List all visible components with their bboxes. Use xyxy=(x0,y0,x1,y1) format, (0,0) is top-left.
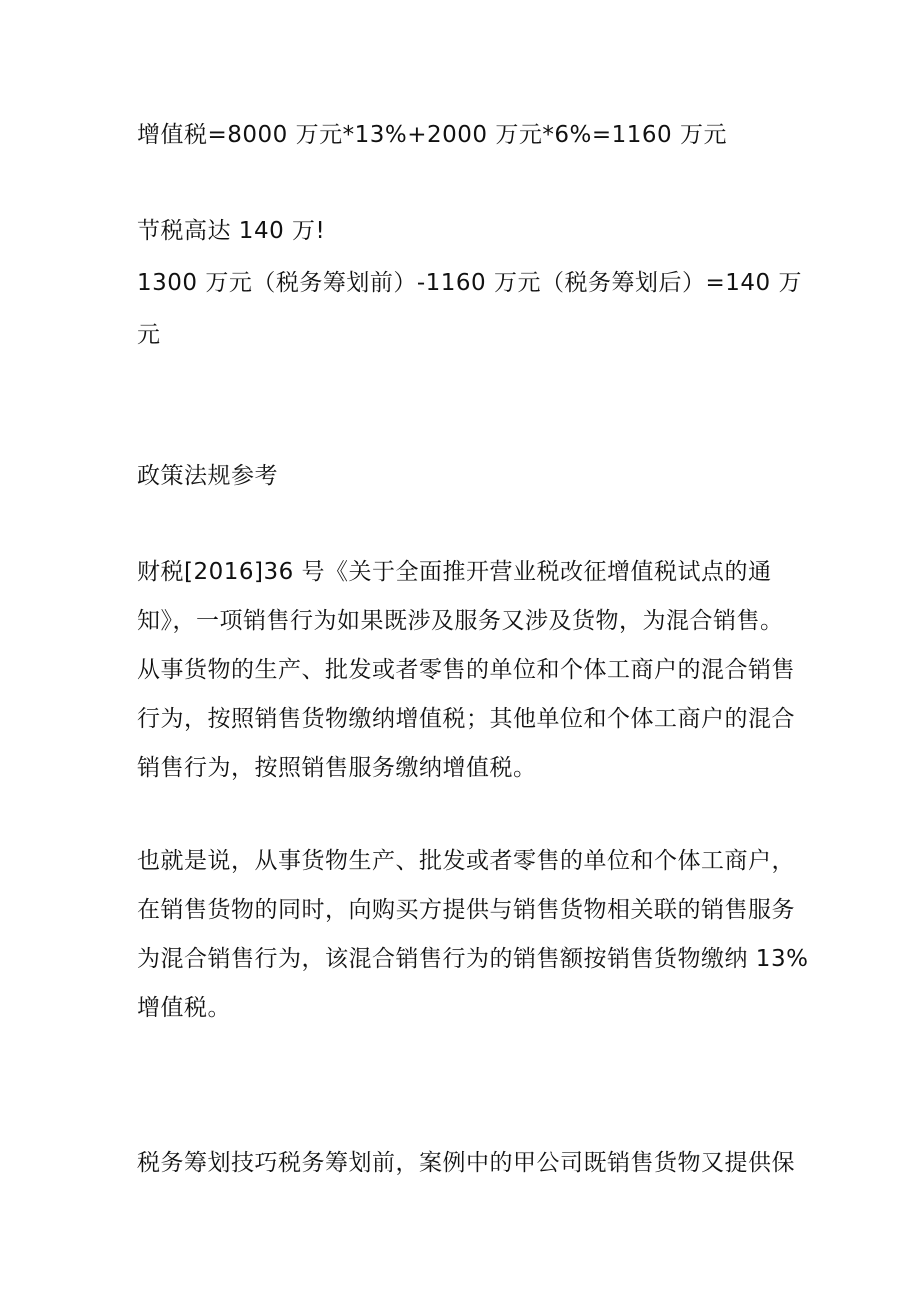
planning-intro-line: 税务筹划技巧税务筹划前，案例中的甲公司既销售货物又提供保 xyxy=(137,1150,795,1176)
policy-paragraph-1-line: 财税[2016]36 号《关于全面推开营业税改征增值税试点的通 xyxy=(137,559,772,585)
savings-calc-line-2: 元 xyxy=(137,322,161,348)
savings-calc-line-1: 1300 万元（税务筹划前）-1160 万元（税务筹划后）=140 万 xyxy=(137,270,802,296)
policy-heading: 政策法规参考 xyxy=(137,463,278,489)
policy-paragraph-2-line: 增值税。 xyxy=(137,995,231,1021)
policy-paragraph-1-line: 从事货物的生产、批发或者零售的单位和个体工商户的混合销售 xyxy=(137,657,795,683)
policy-paragraph-1-line: 销售行为，按照销售服务缴纳增值税。 xyxy=(137,755,537,781)
savings-headline: 节税高达 140 万! xyxy=(137,218,326,244)
policy-paragraph-1-line: 知》，一项销售行为如果既涉及服务又涉及货物，为混合销售。 xyxy=(137,608,784,634)
policy-paragraph-2-line: 在销售货物的同时，向购买方提供与销售货物相关联的销售服务 xyxy=(137,897,795,923)
vat-formula-line: 增值税=8000 万元*13%+2000 万元*6%=1160 万元 xyxy=(137,122,727,148)
policy-paragraph-1-line: 行为，按照销售货物缴纳增值税；其他单位和个体工商户的混合 xyxy=(137,706,795,732)
policy-paragraph-2-line: 也就是说，从事货物生产、批发或者零售的单位和个体工商户， xyxy=(137,848,795,874)
policy-paragraph-2-line: 为混合销售行为，该混合销售行为的销售额按销售货物缴纳 13% xyxy=(137,946,809,972)
